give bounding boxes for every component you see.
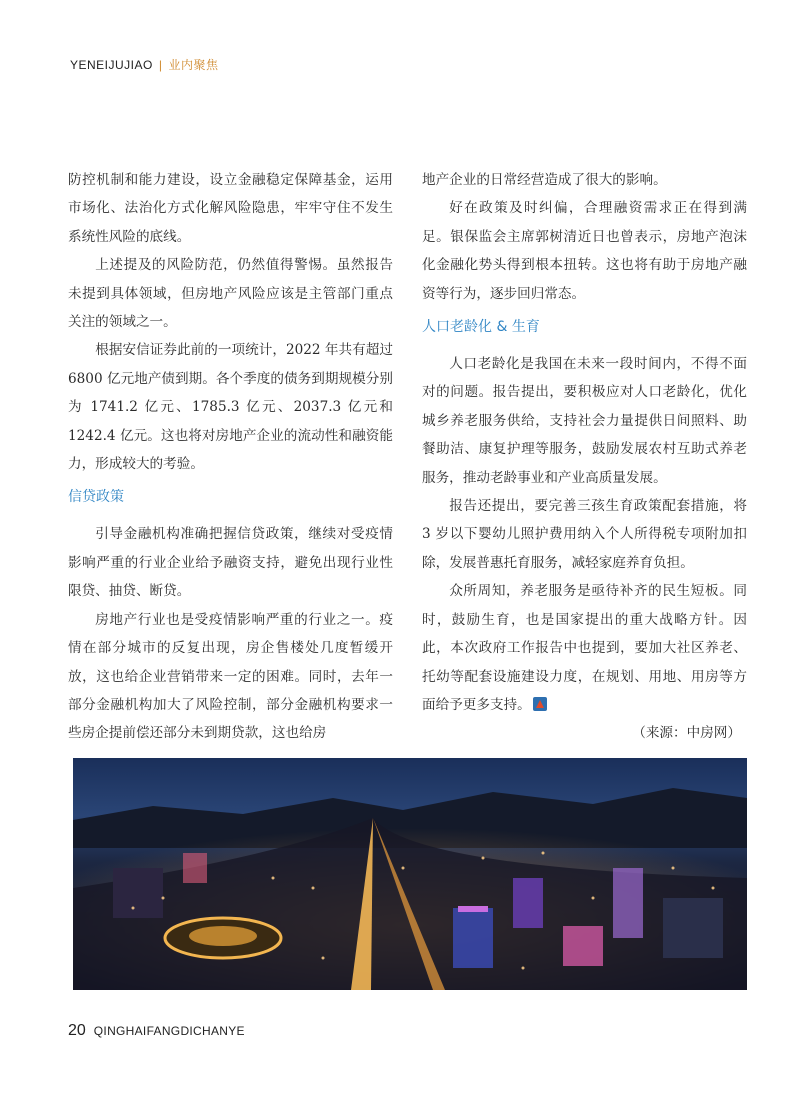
paragraph: 人口老龄化是我国在未来一段时间内，不得不面对的问题。报告提出，要积极应对人口老龄化，优化城乡养老服务供给，支持社会力量提供日间照料、助餐助洁、康复护理等服务，鼓励发展农村互助式养老服务，推动老龄事业和产业高质量发展。: [422, 356, 747, 486]
paragraph: 地产企业的日常经营造成了很大的影响。: [422, 172, 667, 188]
page-footer: [68, 1022, 245, 1040]
city-night-image: [73, 758, 747, 990]
publication-name: QINGHAIFANGDICHANYE: [93, 1024, 245, 1038]
paragraph-text: 众所周知，养老服务是亟待补齐的民生短板。同时，鼓励生育，也是国家提出的重大战略方针。因此，本次政府工作报告中也提到，要加大社区养老、托幼等配套设施建设力度，在规划、用地、用房等方面给予更多支持。: [422, 583, 747, 713]
paragraph: [422, 577, 747, 719]
header-separator: |: [158, 58, 163, 72]
header-en: YENEIJUJIAO: [70, 58, 153, 72]
page-number: 20: [68, 1022, 86, 1039]
paragraph: 报告还提出，要完善三孩生育政策配套措施，将 3 岁以下婴幼儿照护费用纳入个人所得税专项附加扣除，发展普惠托育服务，减轻家庭养育负担。: [422, 498, 747, 571]
right-column: [422, 166, 747, 748]
paragraph: 根据安信证券此前的一项统计，2022 年共有超过 6800 亿元地产债到期。各个季度的债务到期规模分别为 1741.2 亿元、1785.3 亿元、2037.3 亿元和 1242.4 亿元。这也将对房地产企业的流动性和融资能力，形成较大的考验。: [68, 342, 393, 473]
paragraph: 防控机制和能力建设，设立金融稳定保障基金，运用市场化、法治化方式化解风险隐患，牢牢守住不发生系统性风险的底线。: [68, 172, 393, 245]
section-heading: 信贷政策: [68, 489, 124, 506]
paragraph: 房地产行业也是受疫情影响严重的行业之一。疫情在部分城市的反复出现，房企售楼处几度暂缓开放，这也给企业营销带来一定的困难。同时，去年一部分金融机构加大了风险控制，部分金融机构要求一些房企提前偿还部分未到期贷款，这也给房: [68, 611, 393, 742]
paragraph: 引导金融机构准确把握信贷政策，继续对受疫情影响严重的行业企业给予融资支持，避免出现行业性限贷、抽贷、断贷。: [68, 526, 393, 600]
left-column: [68, 166, 393, 748]
paragraph: 上述提及的风险防范，仍然值得警惕。虽然报告未提到具体领域，但房地产风险应该是主管部门重点关注的领域之一。: [68, 257, 393, 331]
section-heading: 人口老龄化 & 生育: [422, 319, 540, 336]
source-credit: （来源：中房网）: [632, 725, 741, 742]
city-night-photo: [73, 758, 747, 990]
end-mark-icon: [533, 697, 547, 711]
paragraph: 好在政策及时纠偏，合理融资需求正在得到满足。银保监会主席郭树清近日也曾表示，房地产泡沫化金融化势头得到根本扭转。这也将有助于房地产融资等行为，逐步回归常态。: [422, 200, 747, 302]
running-header: [70, 56, 219, 73]
header-section: 业内聚焦: [168, 58, 219, 72]
